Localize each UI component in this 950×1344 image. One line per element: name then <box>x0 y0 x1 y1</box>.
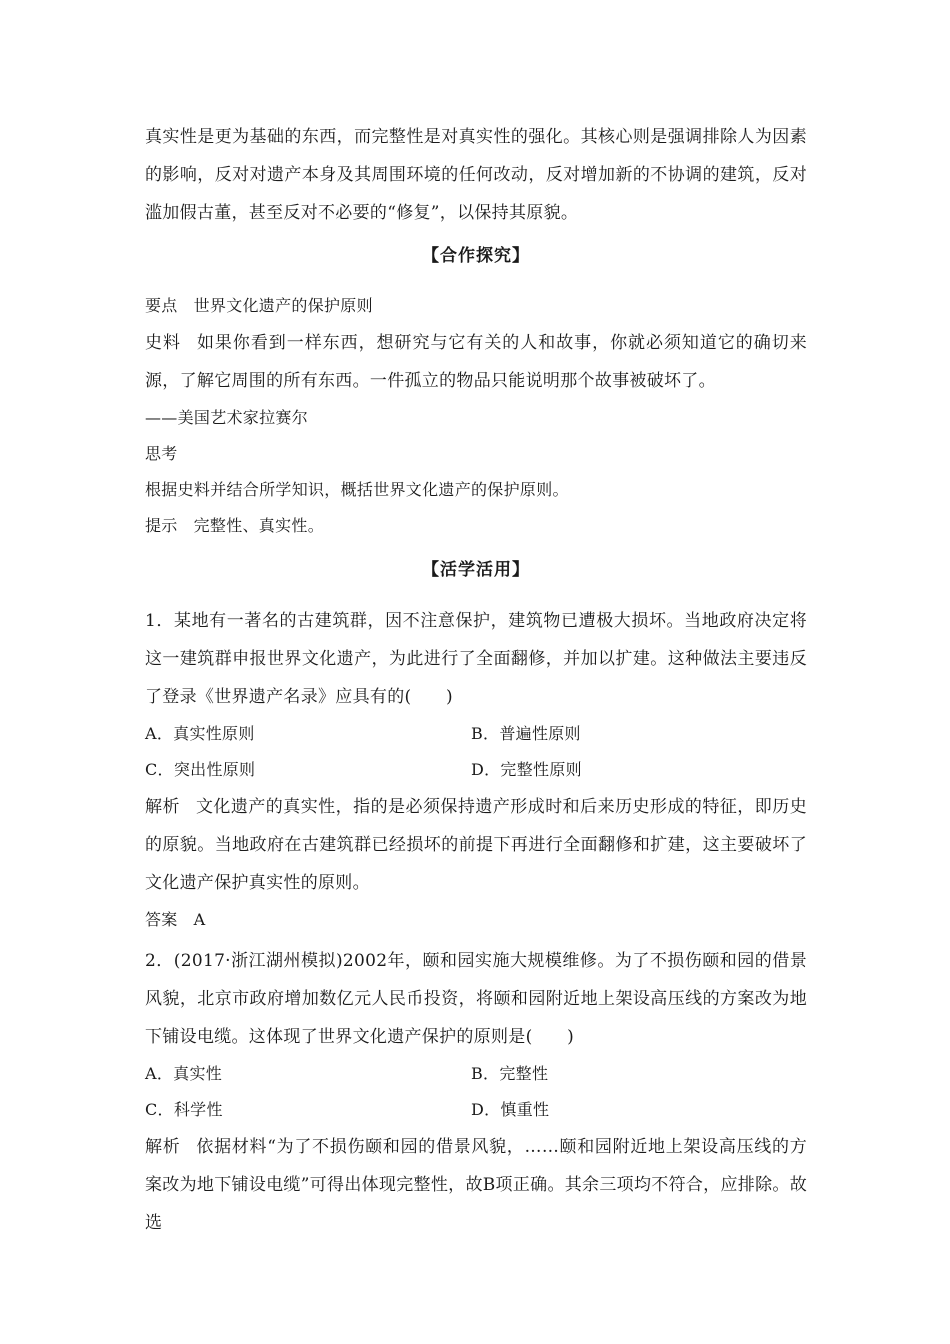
question-1-analysis <box>145 788 807 902</box>
option-a: A．真实性 <box>145 1064 223 1083</box>
answer-text: A <box>193 910 206 929</box>
analysis-label: 解析 <box>145 797 180 817</box>
hint-label: 提示 <box>145 516 178 535</box>
answer-label: 答案 <box>145 910 178 929</box>
hint <box>145 508 807 544</box>
option-b: B．普遍性原则 <box>471 724 581 743</box>
source-attribution: ——美国艺术家拉赛尔 <box>145 408 309 427</box>
option-c: C．突出性原则 <box>145 760 256 779</box>
analysis-text: 文化遗产的真实性，指的是必须保持遗产形成时和后来历史形成的特征，即历史的原貌。当地政府在古建筑群已经损坏的前提下再进行全面翻修和扩建，这主要破坏了文化遗产保护真实性的原则。 <box>145 797 807 893</box>
source-text: 如果你看到一样东西，想研究与它有关的人和故事，你就必须知道它的确切来源，了解它周围的所有东西。一件孤立的物品只能说明那个故事被破坏了。 <box>145 333 807 391</box>
document-page <box>145 118 807 1242</box>
question-2-options <box>145 1056 807 1128</box>
key-point <box>145 288 807 324</box>
option-d: D．慎重性 <box>471 1100 550 1119</box>
question-1-options <box>145 716 807 788</box>
question-2-analysis <box>145 1128 807 1242</box>
section-heading-practice: 【活学活用】 <box>422 560 530 580</box>
hint-text: 完整性、真实性。 <box>193 516 325 535</box>
option-b: B．完整性 <box>471 1064 549 1083</box>
analysis-label: 解析 <box>145 1137 181 1157</box>
section-heading-cooperative-inquiry: 【合作探究】 <box>422 246 530 266</box>
think-label: 思考 <box>145 444 178 463</box>
question-2 <box>145 942 807 1242</box>
analysis-text: 依据材料“为了不损伤颐和园的借景风貌，……颐和园附近地上架设高压线的方案改为地下铺设电缆”可得出体现完整性，故B项正确。其余三项均不符合，应排除。故选 <box>145 1137 807 1233</box>
option-d: D．完整性原则 <box>471 760 582 779</box>
question-1-answer <box>145 902 807 938</box>
option-c: C．科学性 <box>145 1100 223 1119</box>
intro-paragraph: 真实性是更为基础的东西，而完整性是对真实性的强化。其核心则是强调排除人为因素的影响，反对对遗产本身及其周围环境的任何改动，反对增加新的不协调的建筑，反对滥加假古董，甚至反对不必要的“修复”，以保持其原貌。 <box>145 127 807 223</box>
question-2-stem: 2．(2017·浙江湖州模拟)2002年，颐和园实施大规模维修。为了不损伤颐和园的借景风貌，北京市政府增加数亿元人民币投资，将颐和园附近地上架设高压线的方案改为地下铺设电缆。这体现了世界文化遗产保护的原则是( ) <box>145 951 807 1047</box>
option-a: A．真实性原则 <box>145 724 255 743</box>
question-1 <box>145 602 807 938</box>
question-1-stem: 1．某地有一著名的古建筑群，因不注意保护，建筑物已遭极大损坏。当地政府决定将这一建筑群申报世界文化遗产，为此进行了全面翻修，并加以扩建。这种做法主要违反了登录《世界遗产名录》应具有的( ) <box>145 611 807 707</box>
source-label: 史料 <box>145 333 181 353</box>
key-point-label: 要点 <box>145 296 178 315</box>
key-point-text: 世界文化遗产的保护原则 <box>193 296 373 315</box>
think-question: 根据史料并结合所学知识，概括世界文化遗产的保护原则。 <box>145 480 569 499</box>
historical-source <box>145 324 807 400</box>
